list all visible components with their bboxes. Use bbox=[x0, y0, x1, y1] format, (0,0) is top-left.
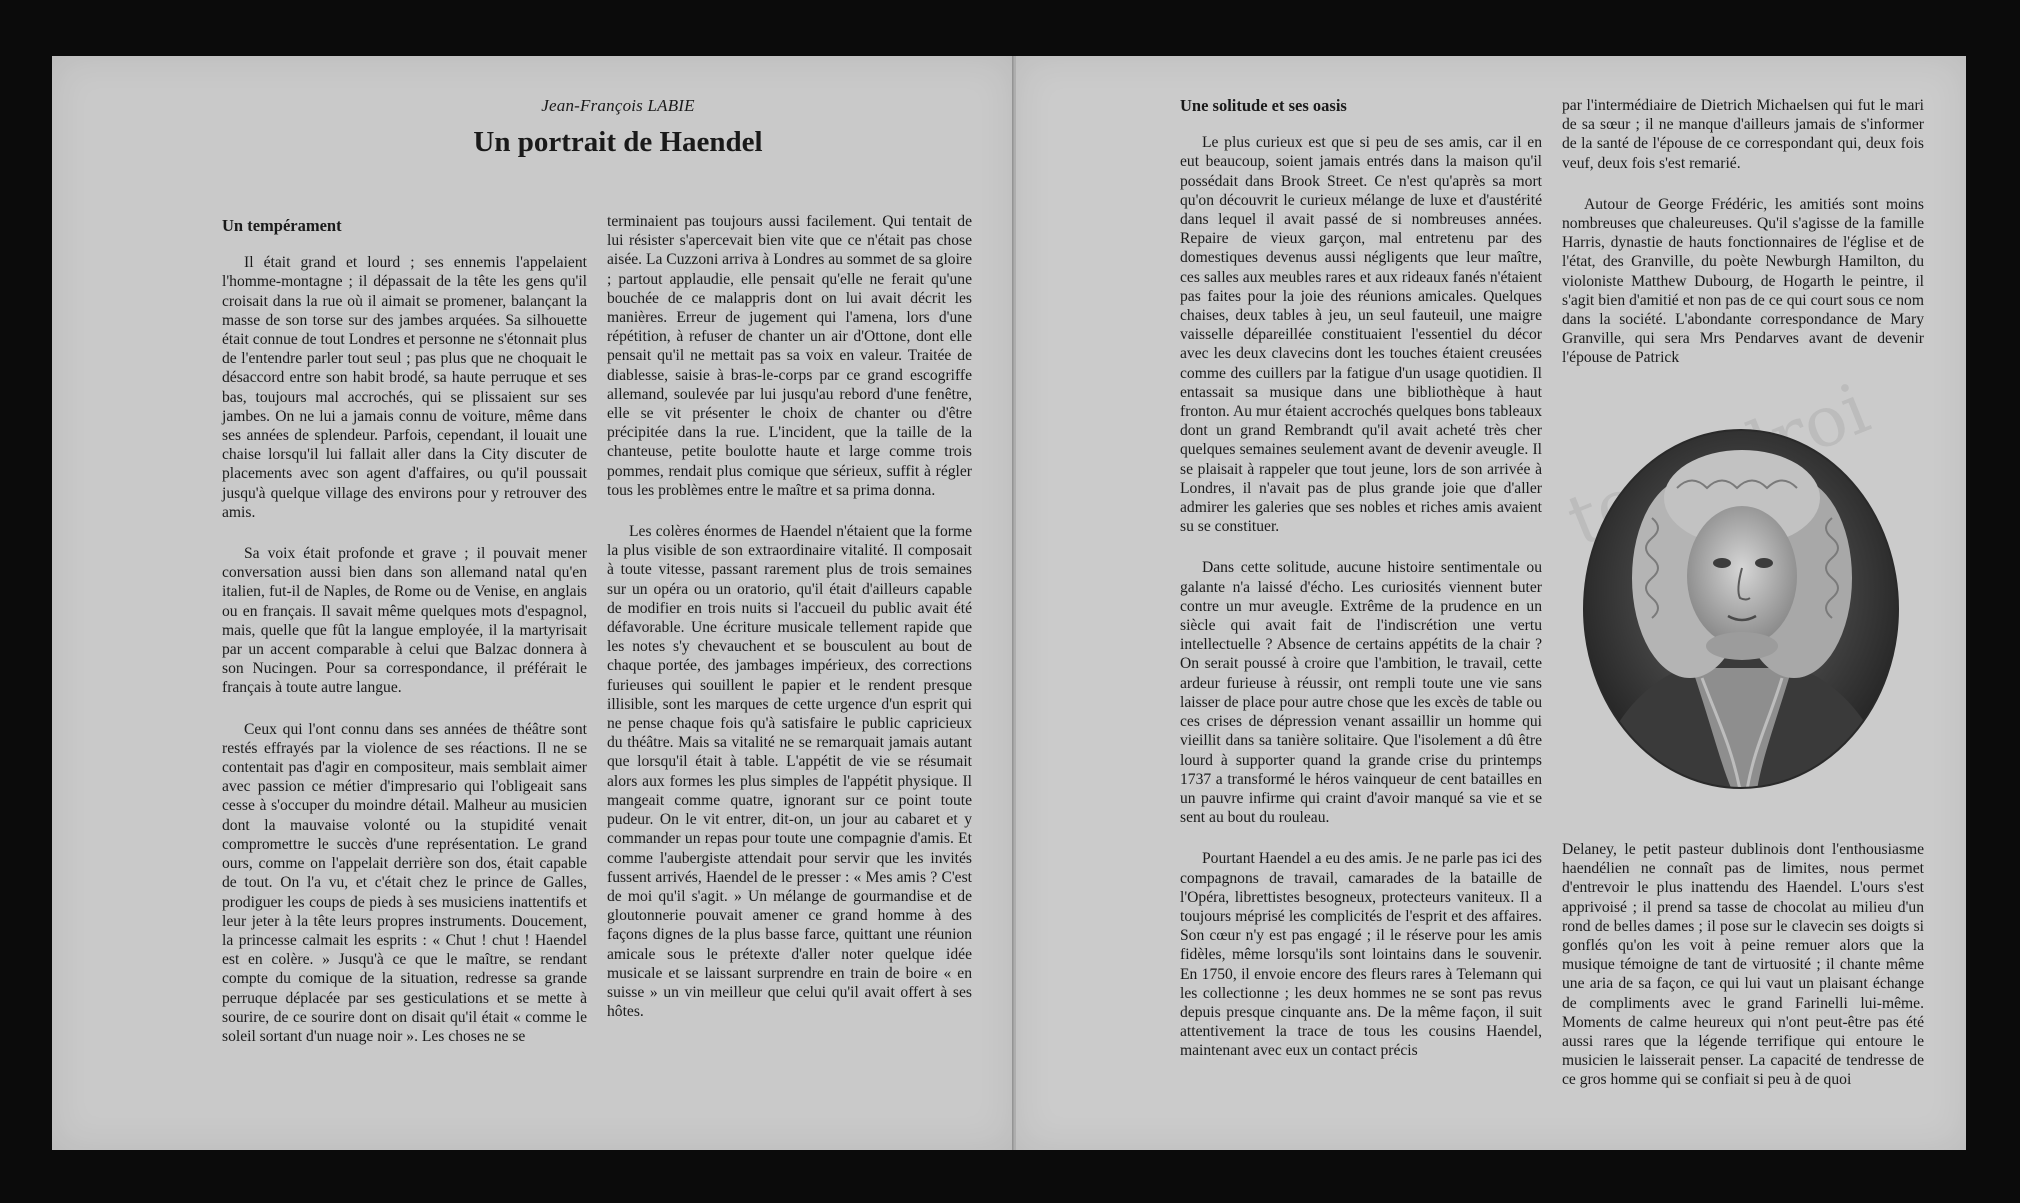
paragraph: Ceux qui l'ont connu dans ses années de théâtre sont restés effrayés par la violence de ses réactions. Il ne se contentait pas d'agir en compositeur, mais semblait aimer avec passion ce métier d'impresario qui l'obligeait sans cesse à s'occuper du moindre détail. Malheur au musicien dont la mauvaise volonté ou la stupidité venait compromettre le succès d'une représentation. Le grand ours, comme on l'appelait derrière son dos, était capable de tout. On l'a vu, et c'était chez le prince de Galles, prodiguer les coups de pieds à ses musiciens inattentifs et leur jeter à la tête leurs propres instruments. Doucement, la princesse calmait les esprits : « Chut ! chut ! Haendel est en colère. » Jusqu'à ce que le maître, se rendant compte du comique de la situation, redresse sa grande perruque déplacée par ses gesticulations et se mette à sourire, de ce sourire dont on disait qu'il était « comme le soleil sortant d'un nuage noir ». Les choses ne se bbox=[222, 720, 587, 1045]
paragraph: Pourtant Haendel a eu des amis. Je ne parle pas ici des compagnons de travail, camarades de la bataille de l'Opéra, librettistes besogneux, protecteurs vaniteux. Il a toujours méprisé les complicités de l'esprit et des affaires. Son cœur n'y est pas engagé ; il le réserve pour les amis fidèles, même lorsqu'ils sont lointains dans le souvenir. En 1750, il envoie encore des fleurs rares à Telemann qui les collectionne ; les deux hommes ne se sont pas revus depuis presque cinquante ans. De la même façon, il suit attentivement la trace de tous les cousins Haendel, maintenant avec eux un contact précis bbox=[1180, 850, 1542, 1060]
watermark-text: droi bbox=[1716, 367, 1881, 498]
author-name: Jean-François LABIE bbox=[541, 96, 695, 115]
paragraph: Le plus curieux est que si peu de ses amis, car il en eut beaucoup, soient jamais entrés dans la maison qu'il possédait dans Brook Street. Ce n'est qu'après sa mort qu'on découvrit le curieux mélange de luxe et d'austérité dans lequel il avait passé de si nombreuses années. Repaire de vieux garçon, mal entretenu par des domestiques devenus aussi négligents que leur maître, ces salles aux meubles rares et aux rideaux fanés n'étaient pas faites pour la joie des réunions amicales. Quelques chaises, deux tables à jeu, un seul fauteuil, une maigre vaisselle dépareillée constituaient l'essentiel du décor avec les deux clavecins dont les touches étaient creusées comme des cuillers par la fatigue d'un usage quotidien. Il entassait sa musique dans une bibliothèque à haut fronton. Au mur étaient accrochés quelques bons tableaux dont un grand Rembrandt qu'il avait acheté très cher quelques semaines seulement avant de devenir aveugle. Il se plaisait à rappeler que tout jeune, lors de son arrivée à Londres, il n'avait pas de plus grande joie que d'aller admirer les galeries que ses nobles et riches amis avaient su se constituer. bbox=[1180, 134, 1542, 536]
handel-portrait bbox=[1582, 428, 1900, 790]
left-column-1 bbox=[222, 216, 587, 1068]
paragraph: Autour de George Frédéric, les amitiés sont moins nombreuses que chaleureuses. Qu'il s'agisse de la famille Harris, dynastie de hauts fonctionnaires de l'église et de l'état, des Granville, du poète Newburgh Hamilton, du violoniste Matthew Dubourg, de Hogarth le peintre, il s'agit bien d'amitié et non pas de ce qui court sous ce nom dans la société. L'abondante correspondance de Mary Granville, qui sera Mrs Pendarves avant de devenir l'épouse de Patrick bbox=[1562, 195, 1924, 367]
left-page bbox=[52, 56, 1014, 1150]
right-column-1 bbox=[1180, 96, 1542, 1083]
paragraph: par l'intermédiaire de Dietrich Michaelsen qui fut le mari de sa sœur ; il ne manque d'ailleurs jamais de s'informer de la santé de l'épouse de ce correspondant qui, deux fois veuf, deux fois s'est remarié. bbox=[1562, 97, 1924, 172]
paragraph: Il était grand et lourd ; ses ennemis l'appelaient l'homme-montagne ; il dépassait de la tête les gens qu'il croisait dans la rue où il aimait se promener, balançant la masse de son torse sur des jambes arquées. Sa silhouette était connue de tout Londres et personne ne s'étonnait plus de l'entendre parler tout seul ; pas plus que ne choquait le désaccord entre son habit brodé, sa haute perruque et ses bas, toujours mal accrochés, qui se plissaient sur ses jambes. On ne lui a jamais connu de voiture, même dans ses années de splendeur. Parfois, cependant, il louait une chaise lorsqu'il lui fallait aller dans la City discuter de placements avec son agent d'affaires, ou qu'il poussait jusqu'à quelque village des environs pour y retrouver des amis. bbox=[222, 254, 587, 521]
paragraph: Dans cette solitude, aucune histoire sentimentale ou galante n'a laissé d'écho. Les curiosités viennent buter contre un mur aveugle. Extrême de la prudence en un siècle qui avait fait de l'indiscrétion une vertu intellectuelle ? Absence de certains appétits de la chair ? On serait poussé à croire que l'ambition, le travail, cette ardeur furieuse à réussir, ont rempli toute une vie sans laisser de place pour autre chose que les excès de table ou ces crises de dépression venant assaillir un homme qui vieillit dans sa tanière solitaire. Que l'isolement a dû être lourd à supporter quand la grande crise du printemps 1737 a transformé le héros vainqueur de cent batailles en un pauvre infirme qui craint d'avoir manqué sa vie et se sent au bout du rouleau. bbox=[1180, 559, 1542, 827]
right-column-2 bbox=[1562, 96, 1924, 390]
paragraph: Sa voix était profonde et grave ; il pouvait mener conversation aussi bien dans son allemand natal qu'en italien, fut-il de Naples, de Rome ou de Venise, en anglais ou en français. Il savait même quelques mots d'espagnol, mais, quelle que fût la langue employée, il la martyrisait par un accent comparable à celui que Balzac donnera à son Nucingen. Pour sa correspondance, il préférait le français à toute autre langue. bbox=[222, 545, 587, 697]
paragraph: terminaient pas toujours aussi facilement. Qui tentait de lui résister s'apercevait bien vite que ce n'était pas chose aisée. La Cuzzoni arriva à Londres au sommet de sa gloire ; partout applaudie, elle pensait qu'elle ne ferait qu'une bouchée de ce malappris dont on lui avait décrit les manières. Erreur de jugement qui l'amena, lors d'une répétition, à refuser de chanter un air d'Ottone, dont elle pensait qu'il ne mettait pas sa voix en valeur. Traitée de diablesse, saisie à bras-le-corps par ce grand escogriffe allemand, soulevée par lui jusqu'au rebord d'une fenêtre, elle se vit présenter le choix de chanter ou d'être précipitée dans la rue. L'incident, que la taille de la chanteuse, petite boulotte haute et large comme trois pommes, rendait plus comique que sérieux, suffit à régler tous les problèmes entre le maître et sa prima donna. bbox=[607, 213, 973, 499]
portrait-engraving-image bbox=[1582, 428, 1900, 790]
right-column-2-continued bbox=[1562, 840, 1924, 1112]
paragraph: Les colères énormes de Haendel n'étaient que la forme la plus visible de son extraordinaire vitalité. Il composait à toute vitesse, passant rarement plus de trois semaines sur un opéra ou un oratorio, qu'il était d'ailleurs capable de modifier en trois nuits si l'accueil du public avait été défavorable. Une écriture musicale tellement rapide que les notes s'y chevauchent et se bousculent au bout de chaque portée, des jambages impérieux, des corrections furieuses qui souillent le papier et le rendent presque illisible, sont les marques de cette urgence d'un esprit qui ne pense chaque fois qu'à satisfaire le public capricieux du théâtre. Mais sa vitalité ne se remarquait jamais autant que lorsqu'il était à table. L'appétit de vie se résumait alors aux formes les plus simples de l'appétit physique. Il mangeait comme quatre, ignorant sur ce point toute pudeur. On le vit entrer, dit-on, un jour au cabaret et y commander un repas pour toute une compagnie d'amis. Et comme l'aubergiste attendait pour servir que les invités fussent arrivés, Haendel de le presser : « Mes amis ? C'est de moi qu'il s'agit. » Un mélange de gourmandise et de gloutonnerie pouvait amener ce grand homme à des façons dignes de la plus basse farce, quittant une réunion amicale sous le prétexte d'aller noter quelque idée musicale et se laissant surprendre en train de boire « en suisse » un vin meilleur que celui qu'il avait offert à ses hôtes. bbox=[607, 523, 972, 1021]
paragraph: Delaney, le petit pasteur dublinois dont l'enthousiasme haendélien ne connaît pas de limites, nous permet d'entrevoir le plus inattendu des Haendel. L'ours s'est apprivoisé ; il prend sa tasse de chocolat au milieu d'un rond de belles dames ; il pose sur le clavecin ses doigts si gonflés qu'on les voit à peine remuer alors que la musique témoigne de tant de virtuosité ; il chante même une aria de sa façon, ce qui lui vaut un plaisant échange de compliments avec le grand Farinelli lui-même. Moments de calme heureux qui n'ont peut-être pas été aussi rares que la légende terrifique qui entoure le musicien le laisserait penser. La capacité de tendresse de ce gros homme qui se confiait si peu à de quoi bbox=[1562, 841, 1924, 1089]
section-heading-solitude: Une solitude et ses oasis bbox=[1180, 96, 1347, 115]
section-heading-temperament: Un tempérament bbox=[222, 216, 342, 235]
left-column-2 bbox=[607, 212, 972, 1043]
article-title: Un portrait de Haendel bbox=[473, 126, 763, 158]
right-page bbox=[1016, 56, 1966, 1150]
